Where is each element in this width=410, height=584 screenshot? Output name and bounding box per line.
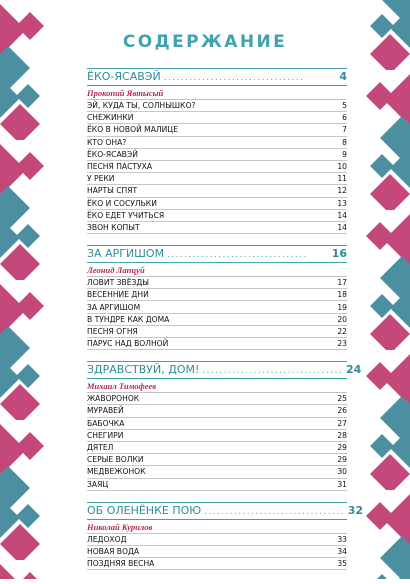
- section-title: ЗА АРГИШОМ: [87, 247, 165, 261]
- section-heading[interactable]: [87, 245, 347, 263]
- toc-entry[interactable]: [87, 222, 347, 234]
- toc-entry[interactable]: [87, 289, 347, 301]
- toc-entry[interactable]: [87, 210, 347, 222]
- entry-page-number: 8: [342, 137, 347, 147]
- toc-entry[interactable]: [87, 418, 347, 430]
- entry-page-number: 29: [337, 443, 347, 453]
- entry-title: ПЕСНЯ ОГНЯ: [87, 326, 138, 336]
- toc-entry[interactable]: [87, 338, 347, 350]
- toc-entry[interactable]: [87, 558, 347, 570]
- entry-title: ЗАЯЦ: [87, 479, 109, 489]
- toc-entry[interactable]: [87, 326, 347, 338]
- entry-page-number: 30: [337, 467, 347, 477]
- section-page-number: 32: [347, 503, 364, 517]
- entry-page-number: 10: [337, 162, 347, 172]
- entry-title: ЁКО-ЯСАВЭЙ: [87, 149, 138, 159]
- entry-title: СЕРЫЕ ВОЛКИ: [87, 455, 144, 465]
- entry-page-number: 35: [337, 559, 347, 569]
- entry-page-number: 5: [342, 101, 347, 111]
- toc-entry[interactable]: [87, 137, 347, 149]
- entry-title: ПОЗДНЯЯ ВЕСНА: [87, 559, 155, 569]
- section-title: ЗДРАВСТВУЙ, ДОМ!: [87, 363, 200, 377]
- entry-title: ЖАВОРОНОК: [87, 394, 140, 404]
- entry-title: СНЕЖИНКИ: [87, 113, 134, 123]
- entry-page-number: 31: [337, 479, 347, 489]
- leader-dots: .................................: [163, 73, 305, 83]
- toc-entry[interactable]: [87, 100, 347, 112]
- toc-section: [87, 502, 364, 571]
- toc-entry[interactable]: [87, 546, 347, 558]
- entry-title: ЭЙ, КУДА ТЫ, СОЛНЫШКО?: [87, 101, 196, 111]
- entry-page-number: 29: [337, 455, 347, 465]
- section-author: Леонид Лапцуй: [87, 263, 347, 277]
- entry-title: ЛЕДОХОД: [87, 534, 127, 544]
- entry-page-number: 26: [337, 406, 347, 416]
- leader-dots: .................................: [204, 506, 345, 517]
- section-title: ЁКО-ЯСАВЭЙ: [87, 70, 161, 83]
- entry-page-number: 9: [342, 149, 347, 159]
- entry-page-number: 7: [342, 125, 347, 135]
- toc-section: [87, 68, 347, 234]
- entry-page-number: 23: [337, 339, 347, 349]
- toc-section: [87, 361, 362, 491]
- section-heading[interactable]: [87, 68, 347, 86]
- toc-entry[interactable]: [87, 454, 347, 466]
- toc-entry[interactable]: [87, 198, 347, 210]
- entry-title: ЗА АРГИШОМ: [87, 302, 141, 312]
- right-ornament-border: [362, 0, 410, 579]
- entry-title: МУРАВЕЙ: [87, 406, 124, 416]
- entry-page-number: 12: [337, 186, 347, 196]
- entry-title: БАБОЧКА: [87, 418, 125, 428]
- entry-page-number: 22: [337, 326, 347, 336]
- section-page-number: 16: [331, 247, 347, 261]
- entry-title: ДЯТЕЛ: [87, 443, 114, 453]
- section-heading[interactable]: [87, 361, 362, 379]
- toc-entry[interactable]: [87, 442, 347, 454]
- section-author: Прокопий Явтысый: [87, 86, 347, 100]
- entry-title: ЁКО В НОВОЙ МАЛИЦЕ: [87, 125, 179, 135]
- toc-entry[interactable]: [87, 314, 347, 326]
- entry-title: ВЕСЕННИЕ ДНИ: [87, 290, 149, 300]
- entry-title: В ТУНДРЕ КАК ДОМА: [87, 314, 170, 324]
- toc-entry[interactable]: [87, 173, 347, 185]
- entry-page-number: 25: [337, 394, 347, 404]
- entry-title: ПЕСНЯ ПАСТУХА: [87, 162, 153, 172]
- entry-page-number: 11: [337, 174, 347, 184]
- section-author: Михаил Тимофеев: [87, 379, 347, 393]
- entry-title: КТО ОНА?: [87, 137, 127, 147]
- toc-entry[interactable]: [87, 466, 347, 478]
- section-author: Николай Курилов: [87, 520, 347, 534]
- entry-page-number: 28: [337, 430, 347, 440]
- section-page-number: 24: [345, 363, 362, 377]
- toc-entry[interactable]: [87, 185, 347, 197]
- table-of-contents: [87, 68, 364, 570]
- toc-entry[interactable]: [87, 430, 347, 442]
- section-heading[interactable]: [87, 502, 364, 520]
- leader-dots: .................................: [167, 250, 308, 261]
- entry-page-number: 33: [337, 534, 347, 544]
- entry-title: МЕДВЕЖОНОК: [87, 467, 146, 477]
- entry-title: НАРТЫ СПЯТ: [87, 186, 138, 196]
- entry-page-number: 17: [337, 278, 347, 288]
- entry-title: ЁКО И СОСУЛЬКИ: [87, 198, 157, 208]
- entry-page-number: 27: [337, 418, 347, 428]
- entry-page-number: 6: [342, 113, 347, 123]
- page-title: СОДЕРЖАНИЕ: [122, 32, 288, 52]
- entry-page-number: 34: [337, 546, 347, 556]
- leader-dots: .................................: [202, 366, 343, 377]
- toc-entry[interactable]: [87, 112, 347, 124]
- toc-entry[interactable]: [87, 161, 347, 173]
- entry-page-number: 18: [337, 290, 347, 300]
- section-title: ОБ ОЛЕНЁНКЕ ПОЮ: [87, 503, 202, 517]
- entry-title: ПАРУС НАД ВОЛНОЙ: [87, 339, 169, 349]
- entry-title: НОВАЯ ВОДА: [87, 546, 140, 556]
- toc-entry[interactable]: [87, 534, 347, 546]
- section-page-number: 4: [339, 70, 347, 83]
- entry-title: ЛОВИТ ЗВЁЗДЫ: [87, 278, 150, 288]
- entry-page-number: 20: [337, 314, 347, 324]
- toc-entry[interactable]: [87, 301, 347, 313]
- toc-entry[interactable]: [87, 124, 347, 136]
- entry-title: СНЕГИРИ: [87, 430, 124, 440]
- toc-entry[interactable]: [87, 277, 347, 289]
- toc-entry[interactable]: [87, 405, 347, 417]
- entry-page-number: 13: [337, 198, 347, 208]
- left-ornament-border: [0, 0, 48, 579]
- toc-entry[interactable]: [87, 393, 347, 405]
- toc-entry[interactable]: [87, 149, 347, 161]
- entry-title: ЁКО ЕДЕТ УЧИТЬСЯ: [87, 210, 165, 220]
- toc-entry[interactable]: [87, 479, 347, 491]
- toc-section: [87, 245, 347, 350]
- entry-title: У РЕКИ: [87, 174, 115, 184]
- entry-page-number: 19: [337, 302, 347, 312]
- entry-page-number: 14: [337, 210, 347, 220]
- entry-title: ЗВОН КОПЫТ: [87, 222, 140, 232]
- entry-page-number: 14: [337, 222, 347, 232]
